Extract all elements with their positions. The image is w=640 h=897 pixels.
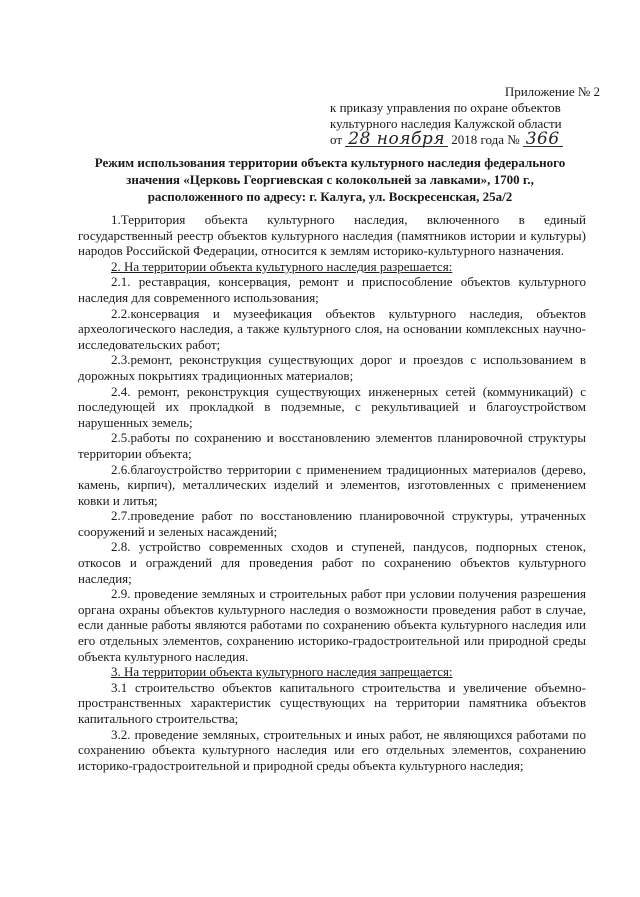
appendix-order-ref: к приказу управления по охране объектов (330, 100, 561, 115)
paragraph-3-2: 3.2. проведение земляных, строительных и иных работ, не являющихся работами по сохранению объекта культурного наследия или его отдельных элементов, сохранению историко-градостроительной и природной среды объекта культурного наследия; (78, 726, 586, 773)
document-body (78, 212, 586, 773)
year-text: 2018 года № (451, 132, 520, 147)
handwritten-date: 28 ноября (345, 132, 448, 147)
title-line-3: расположенного по адресу: г. Калуга, ул. Воскресенская, 25а/2 (147, 189, 513, 204)
paragraph-2-6: 2.6.благоустройство территории с применением традиционных материалов (дерево, камень, кирпич), металлических изделий и элементов, изготовленных с применением ковки и литья; (78, 461, 586, 508)
document-title (60, 154, 600, 205)
title-line-2: значения «Церковь Георгиевская с колокольней за лавками», 1700 г., (126, 172, 534, 187)
appendix-authority: культурного наследия Калужской области (330, 116, 562, 131)
paragraph-2-2: 2.2.консервация и музеефикация объектов культурного наследия, объектов археологического наследия, а также культурного слоя, на основании комплексных научно-исследовательских работ; (78, 305, 586, 352)
paragraph-2-9: 2.9. проведение земляных и строительных работ при условии получения разрешения органа охраны объектов культурного наследия о возможности проведения работ в случае, если данные работы являются работами по сохранению объекта культурного наследия или его отдельных элементов, сохранению историко-градостроительной или природной среды объекта культурного наследия. (78, 586, 586, 664)
handwritten-number: 366 (523, 132, 563, 147)
title-line-1: Режим использования территории объекта культурного наследия федерального (94, 155, 566, 170)
from-prefix: от (330, 132, 343, 147)
paragraph-2-3: 2.3.ремонт, реконструкция существующих дорог и проездов с использованием в дорожных покрытиях традиционных материалов; (78, 352, 586, 383)
section-3-heading: 3. На территории объекта культурного наследия запрещается: (111, 664, 453, 680)
paragraph-1: 1.Территория объекта культурного наследия, включенного в единый государственный реестр объектов культурного наследия (памятников истории и культуры) народов Российской Федерации, относится к землям историко-культурного назначения. (78, 212, 586, 259)
appendix-header (330, 84, 600, 148)
paragraph-2-7: 2.7.проведение работ по восстановлению планировочной структуры, утраченных сооружений и зеленых насаждений; (78, 508, 586, 539)
section-2-heading: 2. На территории объекта культурного наследия разрешается: (111, 258, 453, 274)
appendix-date-line (330, 129, 600, 149)
paragraph-2-8: 2.8. устройство современных сходов и ступеней, пандусов, подпорных стенок, откосов и ограждений для проведения работ по сохранению объектов культурного наследия; (78, 539, 586, 586)
paragraph-3-1: 3.1 строительство объектов капитального строительства и увеличение объемно-пространственных характеристик существующих на территории памятника объектов капитального строительства; (78, 679, 586, 726)
paragraph-2-5: 2.5.работы по сохранению и восстановлению элементов планировочной структуры территории объекта; (78, 430, 586, 461)
paragraph-2-1: 2.1. реставрация, консервация, ремонт и приспособление объектов культурного наследия для современного использования; (78, 274, 586, 305)
appendix-number: Приложение № 2 (504, 84, 600, 99)
paragraph-2-4: 2.4. ремонт, реконструкция существующих инженерных сетей (коммуникаций) с последующей их прокладкой в подземные, с рекультивацией и благоустройством нарушенных земель; (78, 383, 586, 430)
